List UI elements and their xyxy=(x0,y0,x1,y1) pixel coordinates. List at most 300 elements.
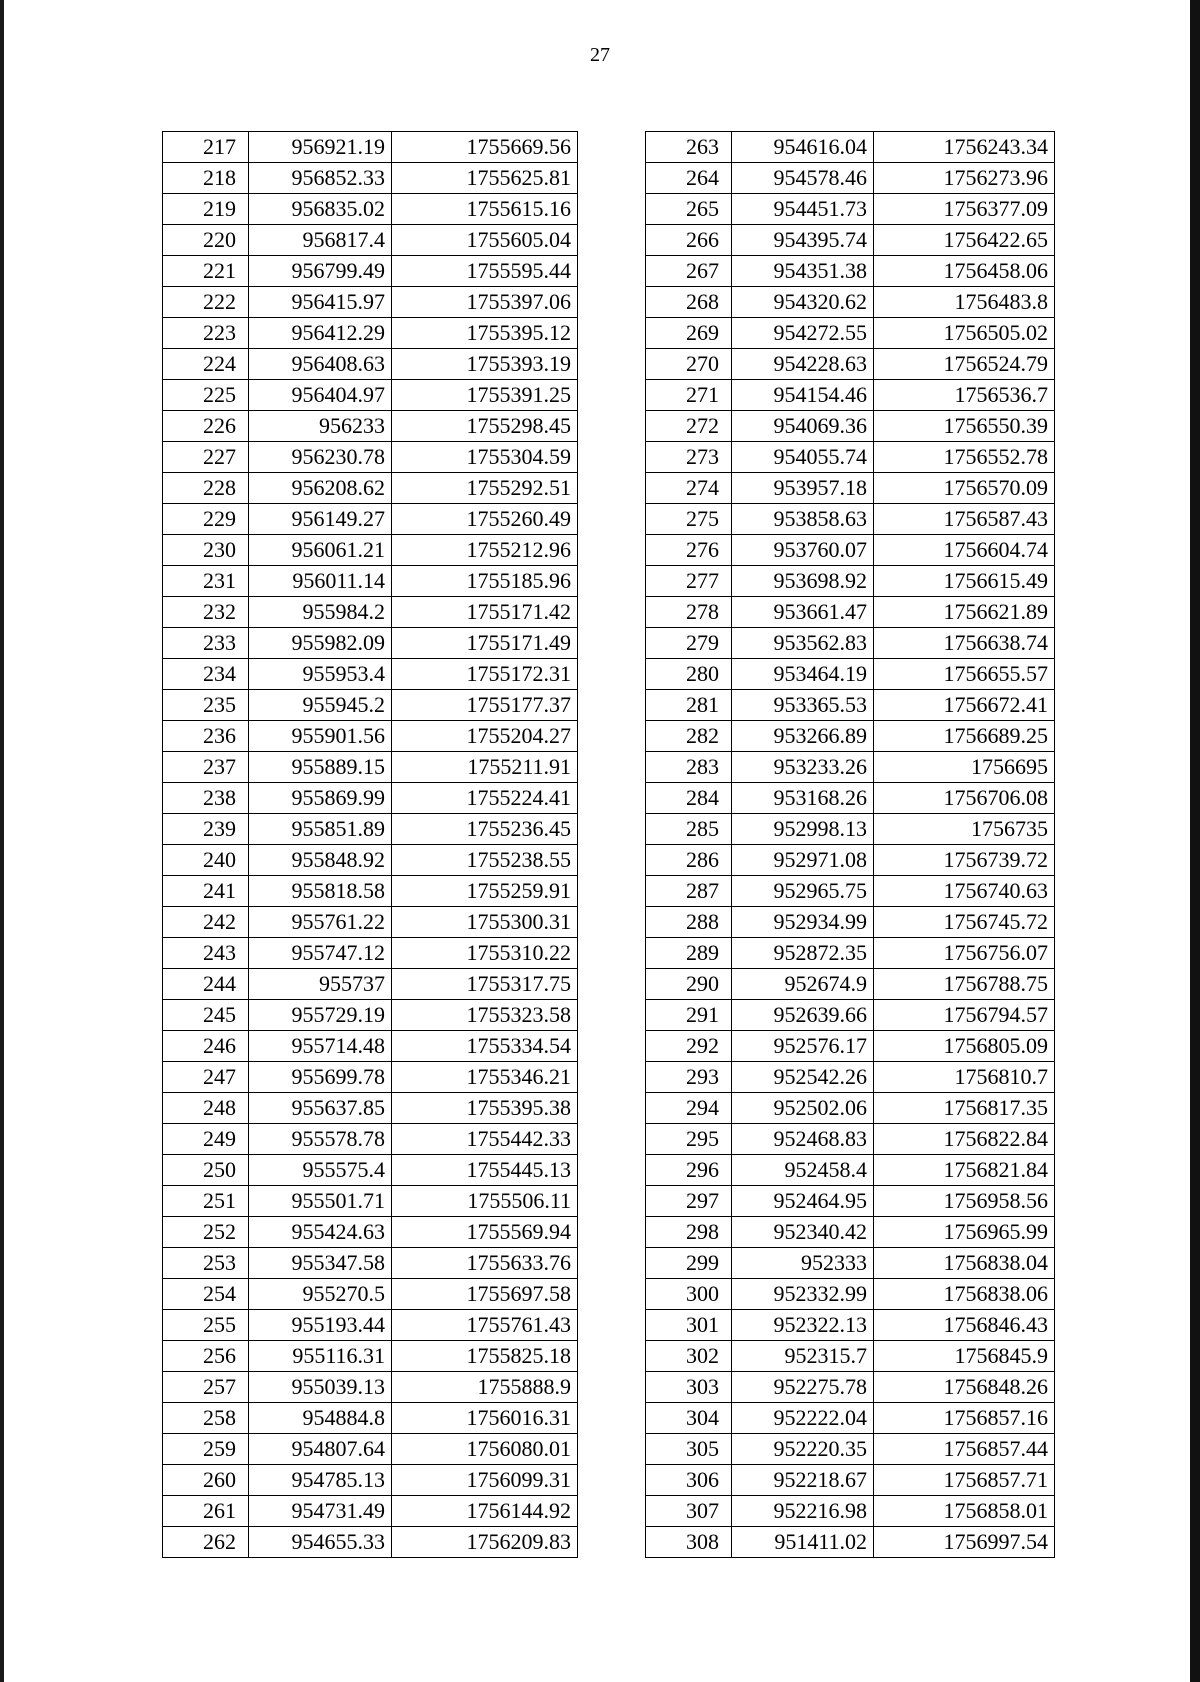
table-row xyxy=(163,1093,578,1124)
x-coordinate-cell: 956233 xyxy=(249,411,392,442)
point-number-cell: 300 xyxy=(646,1279,732,1310)
point-number-cell: 222 xyxy=(163,287,249,318)
x-coordinate-cell: 955575.4 xyxy=(249,1155,392,1186)
point-number-cell: 279 xyxy=(646,628,732,659)
point-number-cell: 292 xyxy=(646,1031,732,1062)
point-number-cell: 219 xyxy=(163,194,249,225)
x-coordinate-cell: 955501.71 xyxy=(249,1186,392,1217)
y-coordinate-cell: 1756739.72 xyxy=(874,845,1055,876)
point-number-cell: 286 xyxy=(646,845,732,876)
point-number-cell: 294 xyxy=(646,1093,732,1124)
x-coordinate-cell: 952576.17 xyxy=(732,1031,874,1062)
point-number-cell: 302 xyxy=(646,1341,732,1372)
table-row xyxy=(646,1465,1055,1496)
point-number-cell: 255 xyxy=(163,1310,249,1341)
table-row xyxy=(163,1217,578,1248)
point-number-cell: 245 xyxy=(163,1000,249,1031)
table-row xyxy=(646,845,1055,876)
table-row xyxy=(163,1186,578,1217)
y-coordinate-cell: 1756377.09 xyxy=(874,194,1055,225)
table-row xyxy=(646,752,1055,783)
point-number-cell: 252 xyxy=(163,1217,249,1248)
point-number-cell: 280 xyxy=(646,659,732,690)
table-row xyxy=(646,225,1055,256)
x-coordinate-cell: 954578.46 xyxy=(732,163,874,194)
table-row xyxy=(646,473,1055,504)
x-coordinate-cell: 952468.83 xyxy=(732,1124,874,1155)
y-coordinate-cell: 1756817.35 xyxy=(874,1093,1055,1124)
table-row xyxy=(163,194,578,225)
point-number-cell: 250 xyxy=(163,1155,249,1186)
y-coordinate-cell: 1755177.37 xyxy=(392,690,578,721)
y-coordinate-cell: 1755334.54 xyxy=(392,1031,578,1062)
table-row xyxy=(163,1248,578,1279)
x-coordinate-cell: 955984.2 xyxy=(249,597,392,628)
x-coordinate-cell: 954320.62 xyxy=(732,287,874,318)
y-coordinate-cell: 1756689.25 xyxy=(874,721,1055,752)
point-number-cell: 276 xyxy=(646,535,732,566)
x-coordinate-cell: 953168.26 xyxy=(732,783,874,814)
table-row xyxy=(163,1155,578,1186)
table-row xyxy=(646,597,1055,628)
x-coordinate-cell: 956835.02 xyxy=(249,194,392,225)
y-coordinate-cell: 1756144.92 xyxy=(392,1496,578,1527)
point-number-cell: 247 xyxy=(163,1062,249,1093)
point-number-cell: 272 xyxy=(646,411,732,442)
table-row xyxy=(163,1124,578,1155)
point-number-cell: 236 xyxy=(163,721,249,752)
x-coordinate-cell: 956921.19 xyxy=(249,132,392,163)
x-coordinate-cell: 953365.53 xyxy=(732,690,874,721)
y-coordinate-cell: 1756604.74 xyxy=(874,535,1055,566)
point-number-cell: 248 xyxy=(163,1093,249,1124)
point-number-cell: 246 xyxy=(163,1031,249,1062)
point-number-cell: 267 xyxy=(646,256,732,287)
x-coordinate-cell: 952333 xyxy=(732,1248,874,1279)
point-number-cell: 233 xyxy=(163,628,249,659)
y-coordinate-cell: 1756655.57 xyxy=(874,659,1055,690)
y-coordinate-cell: 1755605.04 xyxy=(392,225,578,256)
point-number-cell: 243 xyxy=(163,938,249,969)
point-number-cell: 256 xyxy=(163,1341,249,1372)
point-number-cell: 273 xyxy=(646,442,732,473)
x-coordinate-cell: 955270.5 xyxy=(249,1279,392,1310)
y-coordinate-cell: 1756524.79 xyxy=(874,349,1055,380)
y-coordinate-cell: 1755615.16 xyxy=(392,194,578,225)
x-coordinate-cell: 956208.62 xyxy=(249,473,392,504)
table-row xyxy=(646,349,1055,380)
x-coordinate-cell: 952332.99 xyxy=(732,1279,874,1310)
point-number-cell: 261 xyxy=(163,1496,249,1527)
scan-edge-left xyxy=(0,0,4,1682)
y-coordinate-cell: 1756838.04 xyxy=(874,1248,1055,1279)
table-row xyxy=(646,1527,1055,1558)
point-number-cell: 303 xyxy=(646,1372,732,1403)
y-coordinate-cell: 1756099.31 xyxy=(392,1465,578,1496)
x-coordinate-cell: 956149.27 xyxy=(249,504,392,535)
y-coordinate-cell: 1756016.31 xyxy=(392,1403,578,1434)
y-coordinate-cell: 1756536.7 xyxy=(874,380,1055,411)
y-coordinate-cell: 1756745.72 xyxy=(874,907,1055,938)
table-row xyxy=(646,132,1055,163)
x-coordinate-cell: 952971.08 xyxy=(732,845,874,876)
x-coordinate-cell: 953858.63 xyxy=(732,504,874,535)
x-coordinate-cell: 956404.97 xyxy=(249,380,392,411)
point-number-cell: 231 xyxy=(163,566,249,597)
y-coordinate-cell: 1756810.7 xyxy=(874,1062,1055,1093)
point-number-cell: 301 xyxy=(646,1310,732,1341)
y-coordinate-cell: 1756621.89 xyxy=(874,597,1055,628)
table-row xyxy=(646,1310,1055,1341)
table-row xyxy=(163,783,578,814)
y-coordinate-cell: 1756822.84 xyxy=(874,1124,1055,1155)
y-coordinate-cell: 1756958.56 xyxy=(874,1186,1055,1217)
x-coordinate-cell: 952458.4 xyxy=(732,1155,874,1186)
x-coordinate-cell: 954884.8 xyxy=(249,1403,392,1434)
point-number-cell: 290 xyxy=(646,969,732,1000)
y-coordinate-cell: 1755238.55 xyxy=(392,845,578,876)
coordinates-table-left xyxy=(162,131,578,1558)
x-coordinate-cell: 952315.7 xyxy=(732,1341,874,1372)
x-coordinate-cell: 955637.85 xyxy=(249,1093,392,1124)
y-coordinate-cell: 1755506.11 xyxy=(392,1186,578,1217)
y-coordinate-cell: 1756587.43 xyxy=(874,504,1055,535)
y-coordinate-cell: 1756756.07 xyxy=(874,938,1055,969)
table-row xyxy=(646,1372,1055,1403)
y-coordinate-cell: 1756209.83 xyxy=(392,1527,578,1558)
x-coordinate-cell: 954655.33 xyxy=(249,1527,392,1558)
table-row xyxy=(163,1465,578,1496)
x-coordinate-cell: 956061.21 xyxy=(249,535,392,566)
point-number-cell: 227 xyxy=(163,442,249,473)
table-row xyxy=(646,287,1055,318)
point-number-cell: 282 xyxy=(646,721,732,752)
x-coordinate-cell: 953698.92 xyxy=(732,566,874,597)
table-row xyxy=(646,566,1055,597)
y-coordinate-cell: 1756788.75 xyxy=(874,969,1055,1000)
point-number-cell: 238 xyxy=(163,783,249,814)
y-coordinate-cell: 1756805.09 xyxy=(874,1031,1055,1062)
x-coordinate-cell: 952216.98 xyxy=(732,1496,874,1527)
y-coordinate-cell: 1755171.42 xyxy=(392,597,578,628)
point-number-cell: 275 xyxy=(646,504,732,535)
point-number-cell: 298 xyxy=(646,1217,732,1248)
y-coordinate-cell: 1756821.84 xyxy=(874,1155,1055,1186)
y-coordinate-cell: 1756422.65 xyxy=(874,225,1055,256)
table-row xyxy=(163,845,578,876)
x-coordinate-cell: 956817.4 xyxy=(249,225,392,256)
x-coordinate-cell: 952322.13 xyxy=(732,1310,874,1341)
y-coordinate-cell: 1755669.56 xyxy=(392,132,578,163)
table-row xyxy=(646,969,1055,1000)
point-number-cell: 306 xyxy=(646,1465,732,1496)
point-number-cell: 285 xyxy=(646,814,732,845)
table-row xyxy=(646,1062,1055,1093)
y-coordinate-cell: 1755172.31 xyxy=(392,659,578,690)
x-coordinate-cell: 955901.56 xyxy=(249,721,392,752)
y-coordinate-cell: 1755391.25 xyxy=(392,380,578,411)
x-coordinate-cell: 953562.83 xyxy=(732,628,874,659)
table-row xyxy=(163,225,578,256)
y-coordinate-cell: 1756858.01 xyxy=(874,1496,1055,1527)
y-coordinate-cell: 1755317.75 xyxy=(392,969,578,1000)
table-row xyxy=(163,1000,578,1031)
x-coordinate-cell: 953266.89 xyxy=(732,721,874,752)
point-number-cell: 262 xyxy=(163,1527,249,1558)
point-number-cell: 244 xyxy=(163,969,249,1000)
x-coordinate-cell: 956415.97 xyxy=(249,287,392,318)
point-number-cell: 287 xyxy=(646,876,732,907)
y-coordinate-cell: 1755393.19 xyxy=(392,349,578,380)
point-number-cell: 242 xyxy=(163,907,249,938)
x-coordinate-cell: 952218.67 xyxy=(732,1465,874,1496)
table-row xyxy=(646,814,1055,845)
y-coordinate-cell: 1756570.09 xyxy=(874,473,1055,504)
x-coordinate-cell: 952998.13 xyxy=(732,814,874,845)
table-row xyxy=(163,938,578,969)
table-row xyxy=(163,349,578,380)
table-row xyxy=(163,721,578,752)
x-coordinate-cell: 954395.74 xyxy=(732,225,874,256)
table-row xyxy=(163,1403,578,1434)
table-row xyxy=(163,1527,578,1558)
table-row xyxy=(163,566,578,597)
x-coordinate-cell: 954272.55 xyxy=(732,318,874,349)
table-row xyxy=(646,318,1055,349)
x-coordinate-cell: 952464.95 xyxy=(732,1186,874,1217)
y-coordinate-cell: 1755633.76 xyxy=(392,1248,578,1279)
point-number-cell: 295 xyxy=(646,1124,732,1155)
x-coordinate-cell: 956799.49 xyxy=(249,256,392,287)
point-number-cell: 269 xyxy=(646,318,732,349)
x-coordinate-cell: 956230.78 xyxy=(249,442,392,473)
x-coordinate-cell: 954228.63 xyxy=(732,349,874,380)
y-coordinate-cell: 1756080.01 xyxy=(392,1434,578,1465)
point-number-cell: 259 xyxy=(163,1434,249,1465)
x-coordinate-cell: 955193.44 xyxy=(249,1310,392,1341)
x-coordinate-cell: 955982.09 xyxy=(249,628,392,659)
table-row xyxy=(163,318,578,349)
y-coordinate-cell: 1755395.38 xyxy=(392,1093,578,1124)
table-row xyxy=(163,814,578,845)
table-row xyxy=(163,411,578,442)
point-number-cell: 235 xyxy=(163,690,249,721)
table-row xyxy=(163,473,578,504)
table-row xyxy=(163,380,578,411)
y-coordinate-cell: 1756615.49 xyxy=(874,566,1055,597)
y-coordinate-cell: 1756552.78 xyxy=(874,442,1055,473)
x-coordinate-cell: 955761.22 xyxy=(249,907,392,938)
x-coordinate-cell: 953233.26 xyxy=(732,752,874,783)
point-number-cell: 225 xyxy=(163,380,249,411)
x-coordinate-cell: 955889.15 xyxy=(249,752,392,783)
table-row xyxy=(163,442,578,473)
y-coordinate-cell: 1755825.18 xyxy=(392,1341,578,1372)
point-number-cell: 253 xyxy=(163,1248,249,1279)
point-number-cell: 288 xyxy=(646,907,732,938)
point-number-cell: 289 xyxy=(646,938,732,969)
table-row xyxy=(646,442,1055,473)
table-row xyxy=(646,1186,1055,1217)
y-coordinate-cell: 1755595.44 xyxy=(392,256,578,287)
point-number-cell: 305 xyxy=(646,1434,732,1465)
y-coordinate-cell: 1756857.16 xyxy=(874,1403,1055,1434)
x-coordinate-cell: 954731.49 xyxy=(249,1496,392,1527)
point-number-cell: 274 xyxy=(646,473,732,504)
y-coordinate-cell: 1756845.9 xyxy=(874,1341,1055,1372)
table-row xyxy=(646,721,1055,752)
x-coordinate-cell: 954451.73 xyxy=(732,194,874,225)
x-coordinate-cell: 955347.58 xyxy=(249,1248,392,1279)
table-row xyxy=(646,876,1055,907)
x-coordinate-cell: 952872.35 xyxy=(732,938,874,969)
y-coordinate-cell: 1756857.71 xyxy=(874,1465,1055,1496)
table-row xyxy=(646,535,1055,566)
y-coordinate-cell: 1756695 xyxy=(874,752,1055,783)
x-coordinate-cell: 956408.63 xyxy=(249,349,392,380)
x-coordinate-cell: 953464.19 xyxy=(732,659,874,690)
table-row xyxy=(646,1248,1055,1279)
x-coordinate-cell: 955714.48 xyxy=(249,1031,392,1062)
table-row xyxy=(646,504,1055,535)
point-number-cell: 251 xyxy=(163,1186,249,1217)
x-coordinate-cell: 952275.78 xyxy=(732,1372,874,1403)
table-row xyxy=(646,907,1055,938)
y-coordinate-cell: 1756857.44 xyxy=(874,1434,1055,1465)
table-row xyxy=(163,535,578,566)
y-coordinate-cell: 1755211.91 xyxy=(392,752,578,783)
point-number-cell: 224 xyxy=(163,349,249,380)
point-number-cell: 223 xyxy=(163,318,249,349)
point-number-cell: 291 xyxy=(646,1000,732,1031)
y-coordinate-cell: 1756848.26 xyxy=(874,1372,1055,1403)
table-row xyxy=(646,1155,1055,1186)
y-coordinate-cell: 1756483.8 xyxy=(874,287,1055,318)
table-row xyxy=(163,628,578,659)
y-coordinate-cell: 1755224.41 xyxy=(392,783,578,814)
x-coordinate-cell: 954807.64 xyxy=(249,1434,392,1465)
x-coordinate-cell: 954055.74 xyxy=(732,442,874,473)
y-coordinate-cell: 1756273.96 xyxy=(874,163,1055,194)
y-coordinate-cell: 1756706.08 xyxy=(874,783,1055,814)
table-row xyxy=(163,256,578,287)
point-number-cell: 232 xyxy=(163,597,249,628)
y-coordinate-cell: 1755236.45 xyxy=(392,814,578,845)
table-row xyxy=(646,163,1055,194)
x-coordinate-cell: 954154.46 xyxy=(732,380,874,411)
point-number-cell: 240 xyxy=(163,845,249,876)
point-number-cell: 304 xyxy=(646,1403,732,1434)
table-row xyxy=(646,1279,1055,1310)
point-number-cell: 228 xyxy=(163,473,249,504)
y-coordinate-cell: 1755397.06 xyxy=(392,287,578,318)
table-row xyxy=(163,1496,578,1527)
x-coordinate-cell: 955737 xyxy=(249,969,392,1000)
point-number-cell: 237 xyxy=(163,752,249,783)
table-row xyxy=(163,1279,578,1310)
x-coordinate-cell: 954069.36 xyxy=(732,411,874,442)
y-coordinate-cell: 1756243.34 xyxy=(874,132,1055,163)
y-coordinate-cell: 1755697.58 xyxy=(392,1279,578,1310)
table-row xyxy=(163,876,578,907)
x-coordinate-cell: 952674.9 xyxy=(732,969,874,1000)
point-number-cell: 268 xyxy=(646,287,732,318)
point-number-cell: 260 xyxy=(163,1465,249,1496)
y-coordinate-cell: 1756794.57 xyxy=(874,1000,1055,1031)
table-row xyxy=(163,1062,578,1093)
table-row xyxy=(163,287,578,318)
y-coordinate-cell: 1755204.27 xyxy=(392,721,578,752)
point-number-cell: 239 xyxy=(163,814,249,845)
table-row xyxy=(163,1434,578,1465)
point-number-cell: 220 xyxy=(163,225,249,256)
y-coordinate-cell: 1755323.58 xyxy=(392,1000,578,1031)
y-coordinate-cell: 1755445.13 xyxy=(392,1155,578,1186)
point-number-cell: 271 xyxy=(646,380,732,411)
table-row xyxy=(163,752,578,783)
x-coordinate-cell: 952965.75 xyxy=(732,876,874,907)
table-row xyxy=(646,783,1055,814)
point-number-cell: 217 xyxy=(163,132,249,163)
point-number-cell: 281 xyxy=(646,690,732,721)
table-row xyxy=(163,163,578,194)
x-coordinate-cell: 952542.26 xyxy=(732,1062,874,1093)
y-coordinate-cell: 1755298.45 xyxy=(392,411,578,442)
table-row xyxy=(646,1000,1055,1031)
y-coordinate-cell: 1755260.49 xyxy=(392,504,578,535)
point-number-cell: 254 xyxy=(163,1279,249,1310)
table-row xyxy=(646,256,1055,287)
y-coordinate-cell: 1756846.43 xyxy=(874,1310,1055,1341)
x-coordinate-cell: 956852.33 xyxy=(249,163,392,194)
point-number-cell: 257 xyxy=(163,1372,249,1403)
point-number-cell: 265 xyxy=(646,194,732,225)
table-row xyxy=(646,938,1055,969)
table-row xyxy=(163,1372,578,1403)
point-number-cell: 307 xyxy=(646,1496,732,1527)
table-row xyxy=(646,1124,1055,1155)
x-coordinate-cell: 955424.63 xyxy=(249,1217,392,1248)
page-number: 27 xyxy=(590,44,610,66)
x-coordinate-cell: 955953.4 xyxy=(249,659,392,690)
point-number-cell: 308 xyxy=(646,1527,732,1558)
table-row xyxy=(163,659,578,690)
table-row xyxy=(163,504,578,535)
point-number-cell: 299 xyxy=(646,1248,732,1279)
table-row xyxy=(646,411,1055,442)
table-row xyxy=(646,1403,1055,1434)
x-coordinate-cell: 956011.14 xyxy=(249,566,392,597)
table-row xyxy=(163,969,578,1000)
x-coordinate-cell: 955578.78 xyxy=(249,1124,392,1155)
table-row xyxy=(646,1434,1055,1465)
point-number-cell: 230 xyxy=(163,535,249,566)
point-number-cell: 264 xyxy=(646,163,732,194)
x-coordinate-cell: 953957.18 xyxy=(732,473,874,504)
x-coordinate-cell: 952934.99 xyxy=(732,907,874,938)
x-coordinate-cell: 955851.89 xyxy=(249,814,392,845)
point-number-cell: 297 xyxy=(646,1186,732,1217)
point-number-cell: 226 xyxy=(163,411,249,442)
y-coordinate-cell: 1756638.74 xyxy=(874,628,1055,659)
x-coordinate-cell: 954785.13 xyxy=(249,1465,392,1496)
x-coordinate-cell: 955945.2 xyxy=(249,690,392,721)
x-coordinate-cell: 952222.04 xyxy=(732,1403,874,1434)
y-coordinate-cell: 1755761.43 xyxy=(392,1310,578,1341)
coordinates-table-right xyxy=(645,131,1055,1558)
point-number-cell: 229 xyxy=(163,504,249,535)
table-row xyxy=(163,690,578,721)
